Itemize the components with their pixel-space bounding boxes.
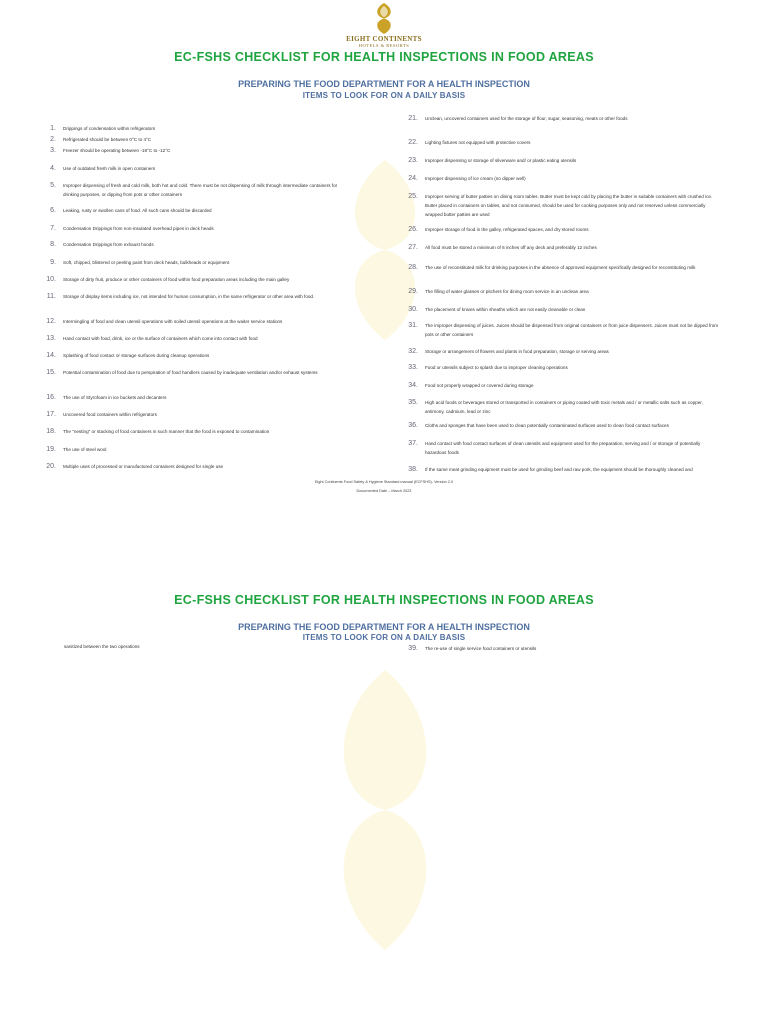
- continued-text: sanitized between the two operations: [64, 644, 140, 649]
- checklist-item-number: 16.: [46, 394, 56, 401]
- checklist-item: [400, 644, 720, 653]
- checklist-item-text: High acid foods or beverages stored or transported in containers or piping coated with toxic metals and / or metallic salts such as copper, antimony, cadmium, lead or zinc: [425, 400, 703, 414]
- checklist-item-number: 4.: [50, 165, 56, 172]
- page-title: EC-FSHS CHECKLIST FOR HEALTH INSPECTIONS IN FOOD AREAS: [174, 593, 594, 607]
- checklist-item: [38, 393, 338, 402]
- checklist-item-text: Food not properly wrapped or covered during storage: [425, 383, 534, 388]
- checklist-item: [38, 427, 338, 436]
- checklist-item-number: 10.: [46, 276, 56, 283]
- checklist-item-number: 30.: [408, 306, 418, 313]
- checklist-item-number: 15.: [46, 369, 56, 376]
- checklist-item-number: 13.: [46, 335, 56, 342]
- checklist-item: [400, 465, 720, 474]
- checklist-item: [38, 368, 338, 377]
- checklist-item-number: 34.: [408, 382, 418, 389]
- checklist-item-number: 27.: [408, 244, 418, 251]
- checklist-item: [38, 334, 338, 343]
- page-title: EC-FSHS CHECKLIST FOR HEALTH INSPECTIONS IN FOOD AREAS: [174, 50, 594, 64]
- checklist-item-text: If the same meat grinding equipment must be used for grinding beef and raw pork, the equipment should be thoroughly cleaned and: [425, 467, 693, 472]
- checklist-item-text: Improper dispensing or storage of silverware and/ or plastic eating utensils: [425, 158, 577, 163]
- logo-name: EIGHT CONTINENTS: [346, 35, 422, 43]
- checklist-item-number: 7.: [50, 225, 56, 232]
- checklist-item: [38, 462, 338, 471]
- checklist-item-number: 19.: [46, 446, 56, 453]
- checklist-item-text: Improper dispensing of ice cream (no dipper well): [425, 176, 526, 181]
- checklist-item-text: Condensation Drippings from exhaust hoods: [63, 242, 154, 247]
- checklist-item: [38, 240, 338, 249]
- checklist-item-text: Cloths and sponges that have been used to clean potentially contaminated surfaces used to clean food contact surfaces: [425, 423, 669, 428]
- checklist-item-text: Uncovered food containers within refrigerators: [63, 412, 157, 417]
- checklist-item-text: The improper dispensing of juices. Juices should be dispensed from original containers or from juice dispensers. Juices must not be dipped from pots or other containers: [425, 323, 719, 337]
- checklist-item-number: 12.: [46, 318, 56, 325]
- checklist-item-text: Condensation Drippings from non-insulated overhead pipes in deck heads: [63, 226, 214, 231]
- checklist-item-number: 11.: [46, 293, 56, 300]
- checklist-item-text: Storage of dirty fruit, produce or other containers of food within food preparation areas including the main galley: [63, 277, 290, 282]
- checklist-item-number: 24.: [408, 175, 418, 182]
- checklist-item-number: 32.: [408, 348, 418, 355]
- checklist-item-number: 21.: [408, 115, 418, 122]
- checklist-item-text: Splashing of food contact or storage surfaces during cleanup operations: [63, 353, 210, 358]
- checklist-item-text: Intermingling of food and clean utensil operations with soiled utensil operations at the waiter service stations: [63, 319, 283, 324]
- checklist-item: [400, 439, 720, 457]
- checklist-item: [38, 258, 338, 267]
- checklist-item: [400, 398, 720, 416]
- checklist-item-text: Soft, chipped, blistered or peeling paint from deck heads, bulkheads or equipment: [63, 260, 230, 265]
- checklist-item-text: Improper storage of food in the galley, refrigerated spaces, and dry stored rooms: [425, 227, 589, 232]
- checklist-item: [400, 243, 720, 252]
- checklist-item-number: 39.: [408, 645, 418, 652]
- checklist-item: [400, 321, 720, 339]
- checklist-item: [38, 124, 338, 133]
- checklist-item-number: 17.: [46, 411, 56, 418]
- checklist-item-text: Potential contamination of food due to perspiration of food handlers caused by inadequate ventilation and/or exhaust systems: [63, 370, 318, 375]
- checklist-item-text: Multiple uses of processed or manufactured containers designed for single use: [63, 464, 224, 469]
- checklist-item-text: Hand contact with food contact surfaces of clean utensils and equipment used for the preparation, serving and / or storage of potentially hazardous foods: [425, 441, 701, 455]
- checklist-item-text: Unclean, uncovered containers used for the storage of flour, sugar, seasoning, meats or other foods: [425, 116, 628, 121]
- checklist-item-text: The placement of knives within sheaths which are not easily cleanable or clean: [425, 307, 586, 312]
- checklist-item-text: Lighting fixtures not equipped with protective covers: [425, 140, 531, 145]
- eight-continents-emblem-icon: [367, 2, 401, 35]
- checklist-item-text: Leaking, rusty or swollen cans of food. All such cans should be discarded: [63, 208, 212, 213]
- checklist-item-number: 37.: [408, 440, 418, 447]
- checklist-item: [38, 206, 338, 215]
- checklist-item: [400, 156, 720, 165]
- checklist-item-number: 25.: [408, 193, 418, 200]
- footer-documented-date: Documented Date – March 2023: [356, 489, 412, 493]
- checklist-item-number: 28.: [408, 264, 418, 271]
- checklist-item-text: Improper serving of butter patties on dining room tables. Butter must be kept cold by placing the butter in suitable containers with crushed ice. Butter placed in containers on tables, and not consumed, should be used for cooking purposes only and not reserved unless commercially wrapped butter patties are used: [425, 194, 713, 217]
- checklist-item-number: 14.: [46, 352, 56, 359]
- checklist-item: [400, 381, 720, 390]
- checklist-item-number: 35.: [408, 399, 418, 406]
- checklist-item: [400, 363, 720, 372]
- checklist-item: [38, 317, 338, 326]
- checklist-item: [400, 263, 720, 272]
- checklist-item: [400, 192, 720, 219]
- checklist-item-number: 29.: [408, 288, 418, 295]
- checklist-item-number: 33.: [408, 364, 418, 371]
- checklist-item: [400, 114, 720, 123]
- checklist-item: [400, 287, 720, 296]
- document-page-2: [0, 540, 768, 1024]
- checklist-item: [400, 347, 720, 356]
- checklist-item-number: 5.: [50, 182, 56, 189]
- checklist-item-text: Food or utensils subject to splash due to improper cleaning operations: [425, 365, 568, 370]
- checklist-item: [38, 292, 338, 301]
- page-subtitle: PREPARING THE FOOD DEPARTMENT FOR A HEALTH INSPECTION: [238, 622, 530, 632]
- checklist-item: [400, 421, 720, 430]
- checklist-item-number: 9.: [50, 259, 56, 266]
- checklist-item-text: The use of reconstituted milk for drinking purposes in the absence of approved equipment specifically designed for reconstituting milk: [425, 265, 696, 270]
- checklist-item-text: All food must be stored a minimum of 6 inches off any deck and preferably 12 inches: [425, 245, 597, 250]
- checklist-item-text: The "nesting" or stacking of food containers in such manner that the food is exposed to contamination: [63, 429, 270, 434]
- watermark-logo: [260, 660, 510, 960]
- checklist-item-text: Refrigerated should be between 0°C to 4°C: [63, 137, 152, 142]
- page-subtitle-secondary: ITEMS TO LOOK FOR ON A DAILY BASIS: [302, 633, 466, 642]
- checklist-item-text: Storage or arrangement of flowers and plants in food preparation, storage or serving areas: [425, 349, 609, 354]
- checklist-item-text: Improper dispensing of fresh and cold milk, both hot and cold. There must be not dispensing of milk through intermediate containers for drinking purposes, or dipping from pots or other containers: [63, 183, 338, 197]
- checklist-item: [400, 225, 720, 234]
- checklist-item-text: Freezer should be operating between -18°C to -12°C: [63, 148, 171, 153]
- checklist-item-number: 6.: [50, 207, 56, 214]
- checklist-item: [38, 445, 338, 454]
- checklist-item: [400, 138, 720, 147]
- checklist-item-text: Use of outdated fresh milk in open containers: [63, 166, 156, 171]
- checklist-item: [400, 174, 720, 183]
- page-subtitle: PREPARING THE FOOD DEPARTMENT FOR A HEALTH INSPECTION: [238, 79, 530, 89]
- checklist-item-number: 8.: [50, 241, 56, 248]
- checklist-item: [38, 135, 338, 144]
- checklist-item-text: The re-use of single service food containers or utensils: [425, 646, 537, 651]
- footer-manual-version: Eight Continents Food Safety & Hygiene Standard manual (ECFSHS)- Version 2.0: [314, 480, 454, 484]
- checklist-item: [38, 275, 338, 284]
- checklist-item-number: 36.: [408, 422, 418, 429]
- page-subtitle-secondary: ITEMS TO LOOK FOR ON A DAILY BASIS: [302, 91, 466, 100]
- checklist-item: [38, 146, 338, 155]
- checklist-item-number: 22.: [408, 139, 418, 146]
- checklist-item-number: 38.: [408, 466, 418, 473]
- checklist-item: [38, 410, 338, 419]
- checklist-item: [400, 305, 720, 314]
- checklist-item: [38, 224, 338, 233]
- checklist-item-text: Storage of display items including ice, not intended for human consumption, in the same refrigerator or other area with food.: [63, 294, 315, 299]
- checklist-item-number: 18.: [46, 428, 56, 435]
- checklist-item-number: 1.: [50, 125, 56, 132]
- checklist-item-text: The use of steel wool: [63, 447, 107, 452]
- checklist-item-number: 26.: [408, 226, 418, 233]
- checklist-item: [38, 164, 338, 173]
- checklist-item-text: Hand contact with food, drink, ice or the surface of containers which come into contact with food: [63, 336, 258, 341]
- checklist-item-number: 31.: [408, 322, 418, 329]
- checklist-item-text: The use of Styrofoam in ice buckets and decanters: [63, 395, 167, 400]
- checklist-item-number: 23.: [408, 157, 418, 164]
- brand-logo: [334, 2, 434, 49]
- checklist-item-number: 2.: [50, 136, 56, 143]
- checklist-item: [38, 351, 338, 360]
- checklist-item-number: 20.: [46, 463, 56, 470]
- logo-subtitle: HOTELS & RESORTS: [358, 43, 410, 48]
- checklist-item-text: Drippings of condensation within refrigerators: [63, 126, 156, 131]
- checklist-item-number: 3.: [50, 147, 56, 154]
- checklist-item: [38, 181, 338, 199]
- checklist-item-text: The filling of water glasses or pitchers for dining room service in an unclean area: [425, 289, 589, 294]
